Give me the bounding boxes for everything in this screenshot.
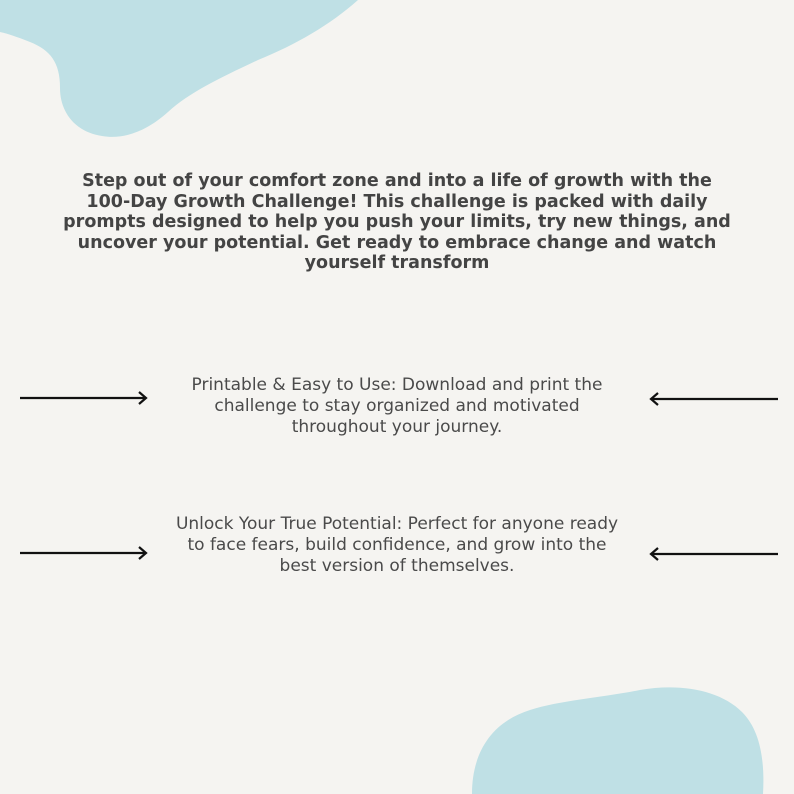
intro-paragraph: Step out of your comfort zone and into a life of growth with the 100-Day Growth Challenge! This challenge is packed with daily prompts designed to help you push your limits, try new things, and uncover your potential. Get ready to embrace change and watch yourself transform — [63, 171, 731, 274]
arrow-right-icon — [20, 547, 146, 559]
arrow-left-icon — [651, 393, 778, 405]
arrow-right-icon — [20, 392, 146, 404]
feature-potential: Unlock Your True Potential: Perfect for anyone ready to face fears, build confidence, and grow into the best version of themselves. — [175, 514, 619, 576]
arrow-left-icon — [651, 548, 778, 560]
feature-printable: Printable & Easy to Use: Download and print the challenge to stay organized and motivated throughout your journey. — [191, 375, 603, 437]
